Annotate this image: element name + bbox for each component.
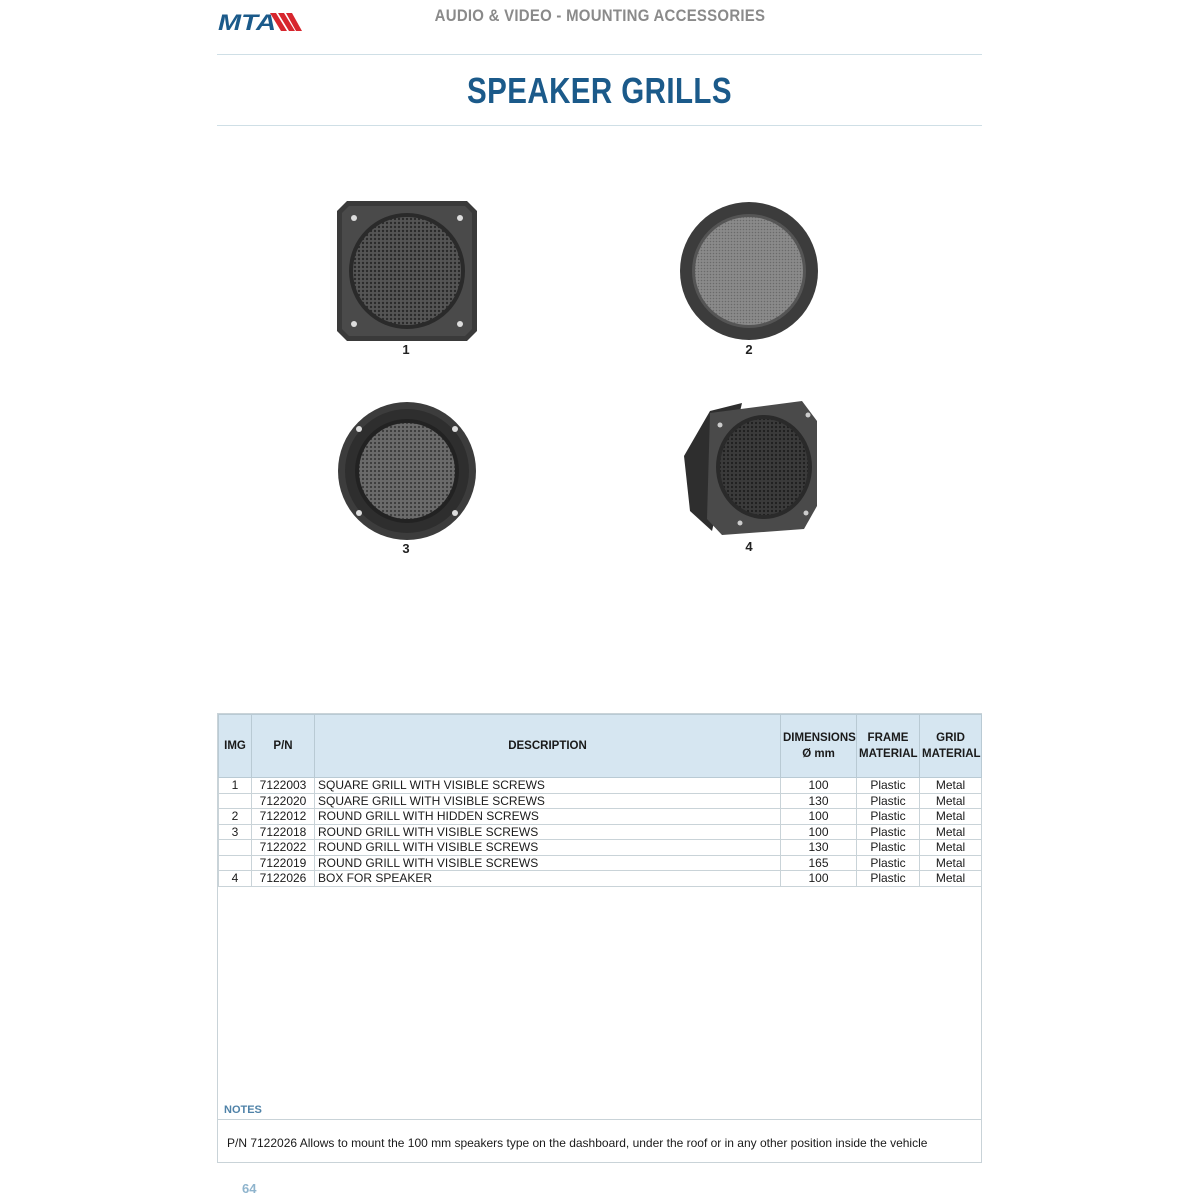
cell-frame-material: Plastic	[857, 793, 920, 809]
page-number: 64	[242, 1181, 257, 1196]
product-table-panel	[217, 713, 982, 1163]
cell-dimensions: 100	[781, 824, 857, 840]
cell-img: 4	[219, 871, 252, 887]
cell-description: ROUND GRILL WITH VISIBLE SCREWS	[315, 855, 781, 871]
notes-divider	[218, 1119, 981, 1120]
col-header-frame-line2: MATERIAL	[859, 748, 918, 760]
cell-frame-material: Plastic	[857, 871, 920, 887]
cell-img: 3	[219, 824, 252, 840]
product-table	[218, 714, 982, 887]
mta-logo	[218, 11, 302, 33]
round-grill-hidden-icon	[679, 201, 819, 341]
cell-pn: 7122020	[252, 793, 315, 809]
speaker-box-icon	[682, 401, 822, 537]
cell-description: ROUND GRILL WITH HIDDEN SCREWS	[315, 809, 781, 825]
cell-description: SQUARE GRILL WITH VISIBLE SCREWS	[315, 793, 781, 809]
table-row	[219, 855, 982, 871]
col-header-grid-line1: GRID	[936, 732, 965, 744]
cell-frame-material: Plastic	[857, 824, 920, 840]
cell-pn: 7122022	[252, 840, 315, 856]
cell-description: BOX FOR SPEAKER	[315, 871, 781, 887]
title-divider	[217, 125, 982, 126]
cell-pn: 7122012	[252, 809, 315, 825]
cell-grid-material: Metal	[920, 778, 982, 794]
notes-text: P/N 7122026 Allows to mount the 100 mm speakers type on the dashboard, under the roof or in any other position inside the vehicle	[227, 1136, 928, 1150]
cell-grid-material: Metal	[920, 809, 982, 825]
cell-pn: 7122018	[252, 824, 315, 840]
col-header-img: IMG	[219, 715, 252, 778]
table-header-row	[219, 715, 982, 778]
table-row	[219, 871, 982, 887]
col-header-dimensions-line2: Ø mm	[802, 748, 835, 760]
square-grill-icon	[337, 201, 477, 341]
cell-pn: 7122026	[252, 871, 315, 887]
col-header-description: DESCRIPTION	[315, 715, 781, 778]
cell-img: 2	[219, 809, 252, 825]
cell-frame-material: Plastic	[857, 778, 920, 794]
header-divider	[217, 54, 982, 55]
section-title: AUDIO & VIDEO - MOUNTING ACCESSORIES	[434, 6, 766, 25]
cell-pn: 7122019	[252, 855, 315, 871]
col-header-grid-material	[920, 715, 982, 778]
cell-grid-material: Metal	[920, 793, 982, 809]
cell-description: ROUND GRILL WITH VISIBLE SCREWS	[315, 824, 781, 840]
cell-frame-material: Plastic	[857, 809, 920, 825]
cell-pn: 7122003	[252, 778, 315, 794]
cell-grid-material: Metal	[920, 824, 982, 840]
cell-description: ROUND GRILL WITH VISIBLE SCREWS	[315, 840, 781, 856]
col-header-grid-line2: MATERIAL	[922, 748, 981, 760]
cell-description: SQUARE GRILL WITH VISIBLE SCREWS	[315, 778, 781, 794]
col-header-pn: P/N	[252, 715, 315, 778]
table-row	[219, 809, 982, 825]
col-header-frame-material	[857, 715, 920, 778]
table-row	[219, 824, 982, 840]
cell-img	[219, 793, 252, 809]
cell-dimensions: 100	[781, 809, 857, 825]
svg-text:MTA: MTA	[218, 11, 276, 33]
col-header-dimensions-line1: DIMENSIONS	[783, 732, 856, 744]
cell-img: 1	[219, 778, 252, 794]
cell-dimensions: 165	[781, 855, 857, 871]
cell-grid-material: Metal	[920, 840, 982, 856]
cell-dimensions: 130	[781, 793, 857, 809]
table-row	[219, 778, 982, 794]
cell-dimensions: 100	[781, 778, 857, 794]
cell-frame-material: Plastic	[857, 855, 920, 871]
cell-dimensions: 100	[781, 871, 857, 887]
table-row	[219, 793, 982, 809]
round-grill-visible-icon	[337, 401, 477, 541]
col-header-dimensions	[781, 715, 857, 778]
cell-grid-material: Metal	[920, 871, 982, 887]
product-label: 1	[402, 342, 410, 357]
cell-img	[219, 855, 252, 871]
col-header-frame-line1: FRAME	[867, 732, 909, 744]
product-label: 2	[745, 342, 753, 357]
cell-grid-material: Metal	[920, 855, 982, 871]
table-row	[219, 840, 982, 856]
product-label: 3	[402, 541, 410, 556]
cell-frame-material: Plastic	[857, 840, 920, 856]
cell-dimensions: 130	[781, 840, 857, 856]
page-title: SPEAKER GRILLS	[467, 70, 732, 111]
product-label: 4	[745, 539, 753, 554]
cell-img	[219, 840, 252, 856]
notes-label: NOTES	[224, 1104, 262, 1116]
